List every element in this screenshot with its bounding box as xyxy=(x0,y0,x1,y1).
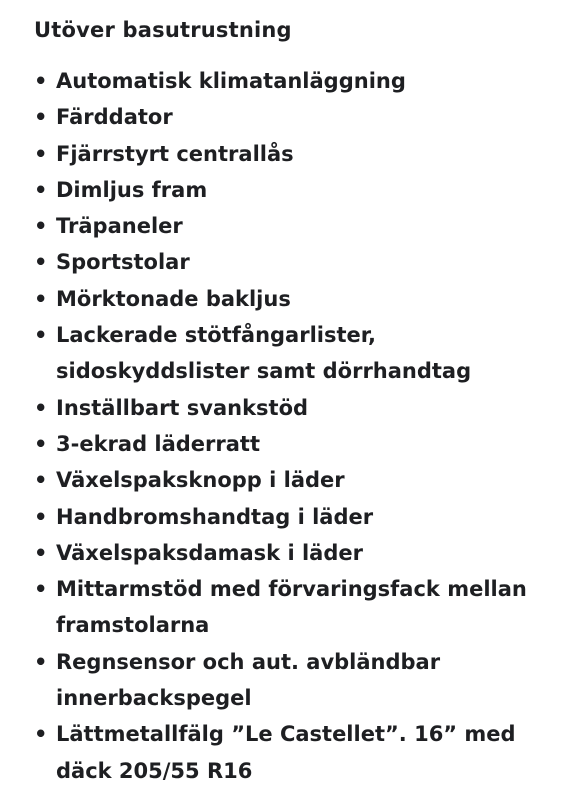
list-item xyxy=(34,136,579,172)
item-text: Fjärrstyrt centrallås xyxy=(56,141,294,166)
bullet-icon: • xyxy=(34,395,48,420)
item-text: Sportstolar xyxy=(56,250,190,275)
item-text: Mittarmstöd med förvaringsfack mellan framstolarna xyxy=(56,577,527,638)
bullet-icon: • xyxy=(34,141,48,166)
bullet-icon: • xyxy=(34,286,48,311)
list-item xyxy=(34,644,579,717)
bullet-icon: • xyxy=(34,323,48,348)
list-item xyxy=(34,281,579,317)
equipment-list xyxy=(34,63,579,789)
bullet-icon: • xyxy=(34,431,48,456)
list-item xyxy=(34,535,579,571)
bullet-icon: • xyxy=(34,250,48,275)
list-item xyxy=(34,716,579,789)
bullet-icon: • xyxy=(34,722,48,747)
list-item xyxy=(34,571,579,644)
bullet-icon: • xyxy=(34,504,48,529)
item-text: Mörktonade bakljus xyxy=(56,286,291,311)
item-text: Inställbart svankstöd xyxy=(56,395,309,420)
list-item xyxy=(34,390,579,426)
bullet-icon: • xyxy=(34,105,48,130)
list-item xyxy=(34,426,579,462)
item-text: Lättmetallfälg ”Le Castellet”. 16” med däck 205/55 R16 xyxy=(56,722,516,783)
item-text: Färddator xyxy=(56,105,173,130)
bullet-icon: • xyxy=(34,177,48,202)
list-item xyxy=(34,244,579,280)
item-text: Växelspaksdamask i läder xyxy=(56,540,363,565)
item-text: Regnsensor och aut. avbländbar innerbackspegel xyxy=(56,649,441,711)
bullet-icon: • xyxy=(34,214,48,239)
item-text: 3-ekrad läderratt xyxy=(56,431,261,456)
bullet-icon: • xyxy=(34,540,48,565)
item-text: Lackerade stötfångarlister, sidoskyddslister samt dörrhandtag xyxy=(56,323,472,384)
bullet-icon: • xyxy=(34,577,48,602)
list-item xyxy=(34,499,579,535)
item-text: Växelspaksknopp i läder xyxy=(56,468,345,493)
bullet-icon: • xyxy=(34,468,48,493)
bullet-icon: • xyxy=(34,69,48,93)
list-item xyxy=(34,63,579,99)
list-item xyxy=(34,172,579,208)
list-item xyxy=(34,208,579,244)
item-text: Handbromshandtag i läder xyxy=(56,504,374,529)
item-text: Träpaneler xyxy=(56,214,183,239)
list-item xyxy=(34,99,579,135)
item-text: Automatisk klimatanläggning xyxy=(56,69,406,93)
item-text: Dimljus fram xyxy=(56,177,208,202)
list-item xyxy=(34,462,579,498)
list-item xyxy=(34,317,579,390)
section-heading: Utöver basutrustning xyxy=(34,18,292,42)
bullet-icon: • xyxy=(34,649,48,674)
